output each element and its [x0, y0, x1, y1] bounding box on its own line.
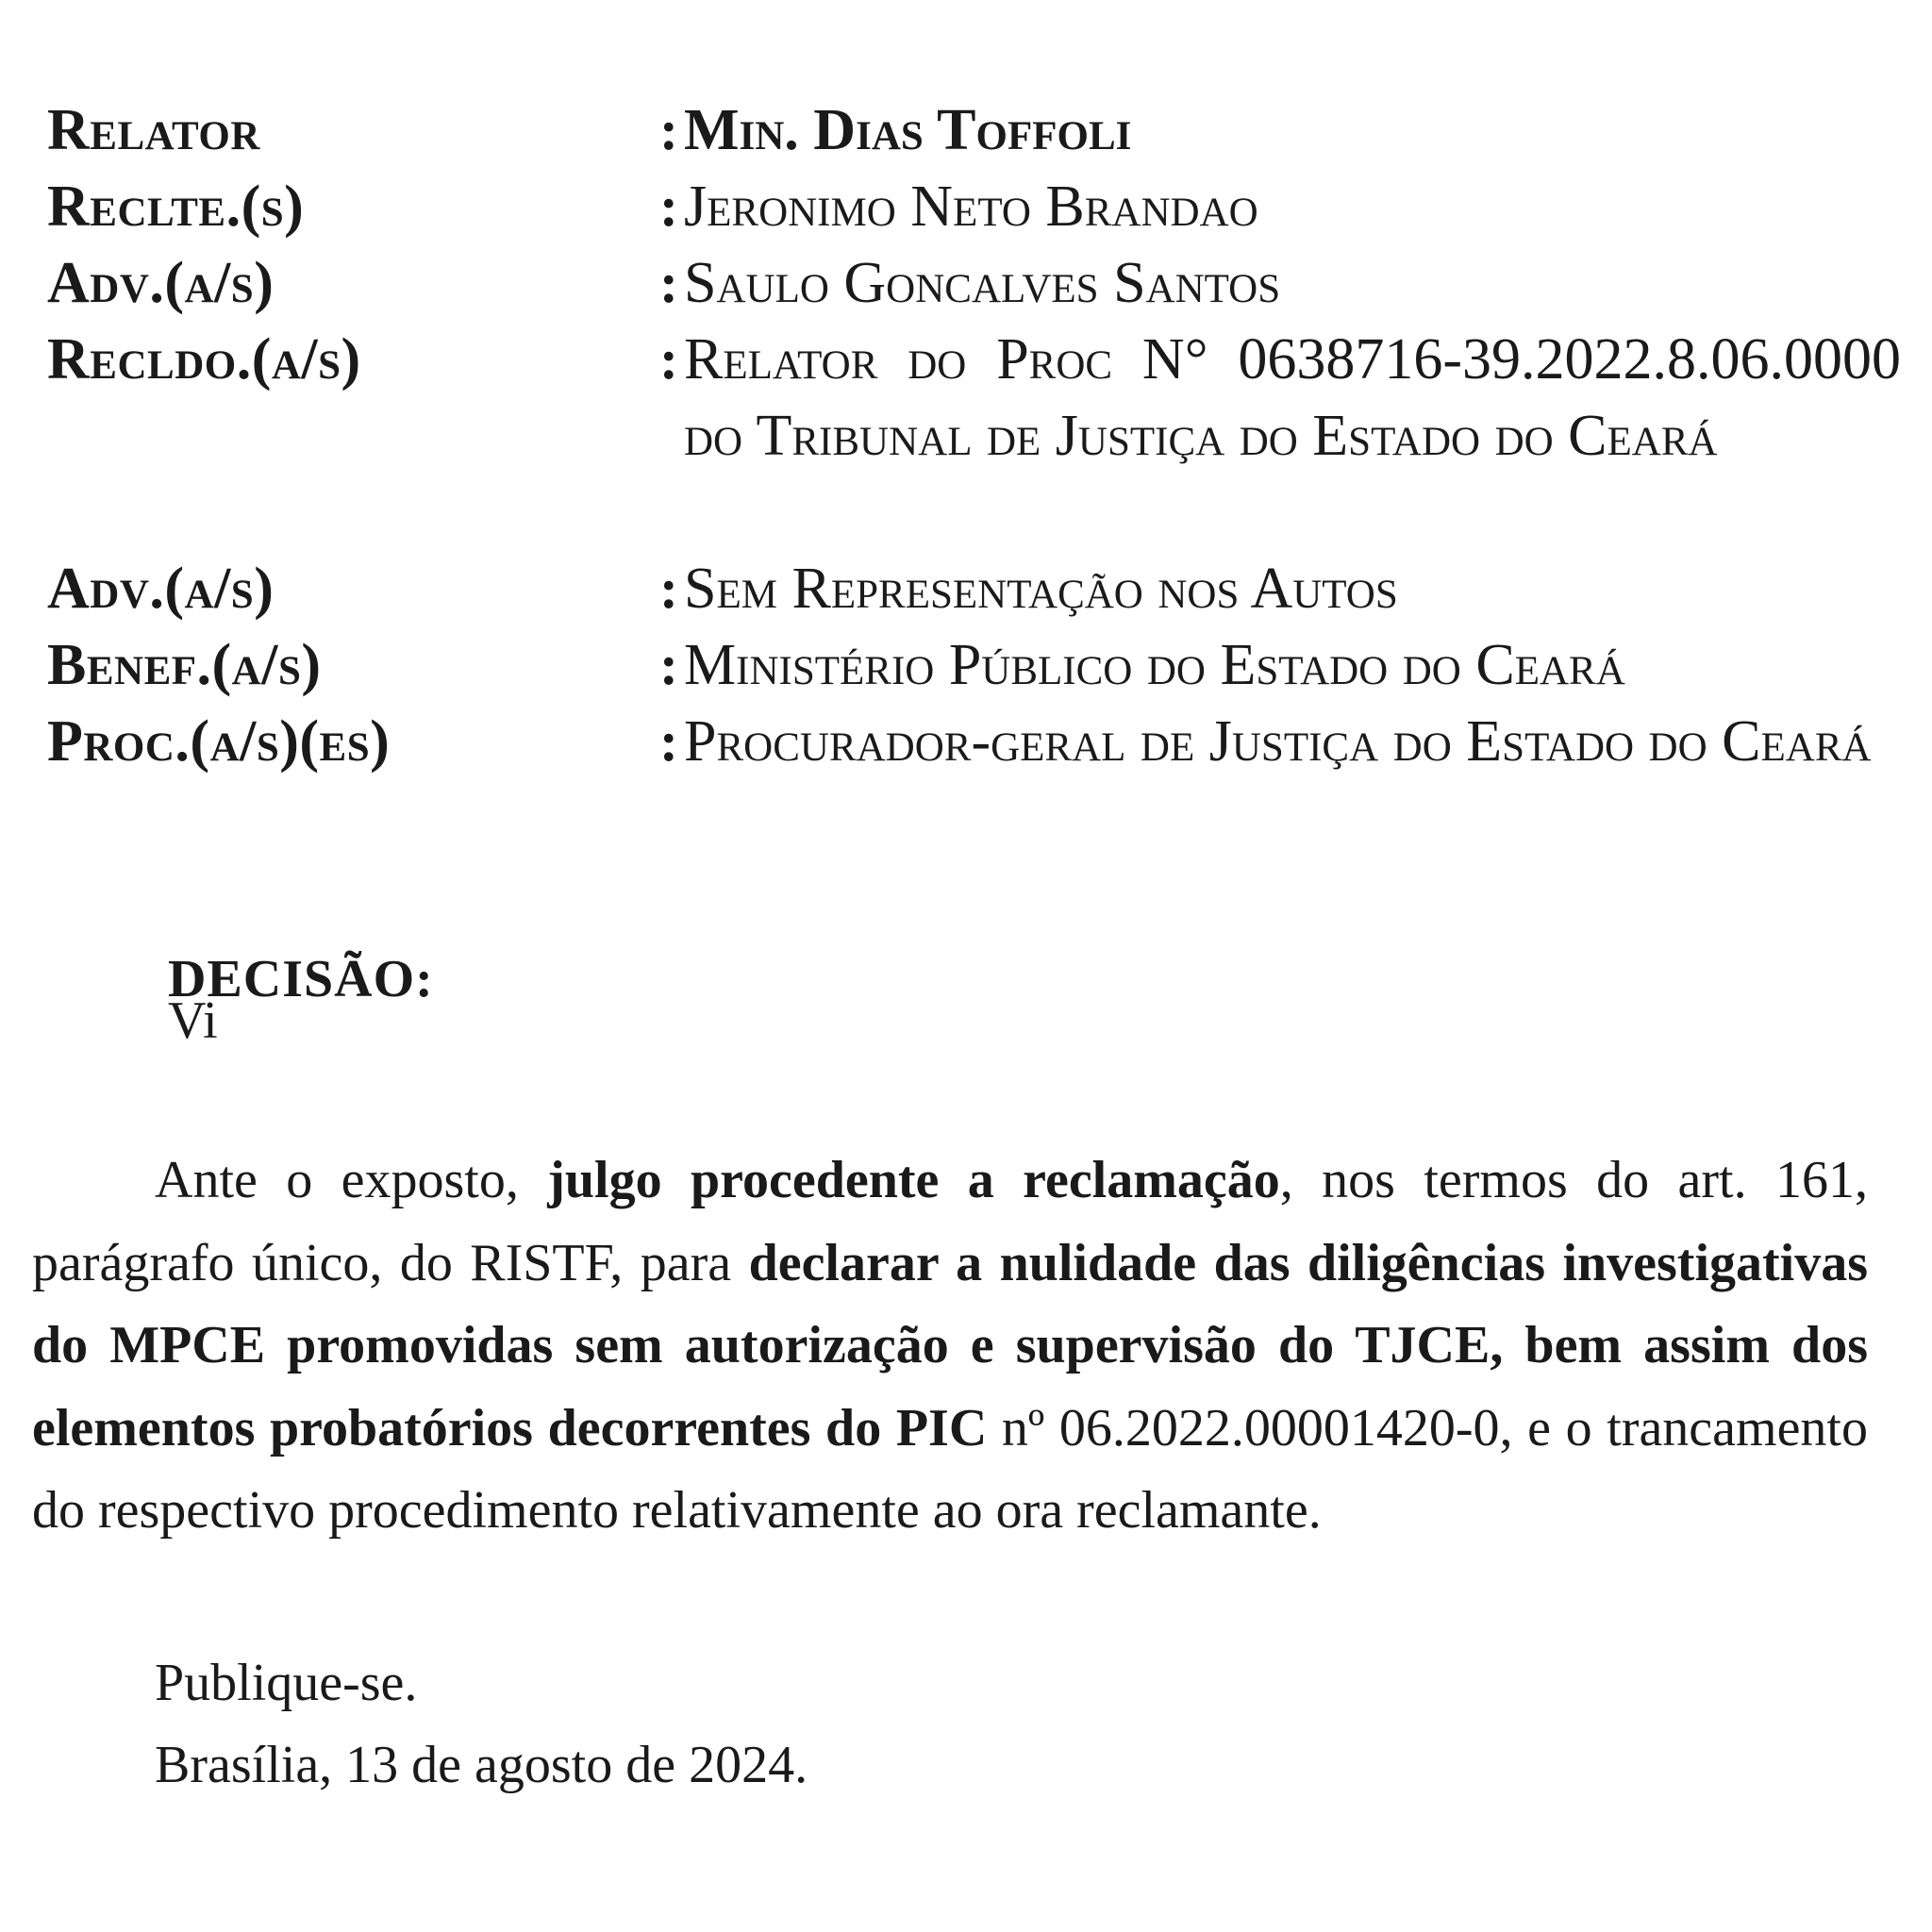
header-label: Relator: [47, 98, 260, 162]
header-row-beneficiario: [47, 627, 1901, 704]
header-row-procurador: [47, 704, 1901, 857]
header-row-advogado-reclamado: [47, 551, 1901, 627]
header-label: Benef.(a/s): [47, 633, 322, 697]
header-value: Relator do Proc N° 0638716-39.2022.8.06.0000 do Tribunal de Justiça do Estado do Ceará: [684, 327, 1901, 468]
paragraph-text: nº 06.2022.00001420-0, e o trancamento do respectivo procedimento relativamente ao ora reclamante.: [32, 1398, 1868, 1540]
header-separator: :: [659, 252, 678, 314]
header-separator: :: [659, 558, 678, 620]
header-separator: :: [659, 99, 678, 161]
header-value: Jeronimo Neto Brandao: [684, 175, 1258, 239]
header-row-reclamante: [47, 169, 1901, 245]
header-separator: :: [659, 328, 678, 391]
header-separator: :: [659, 634, 678, 696]
header-label: Adv.(a/s): [47, 251, 275, 315]
date-line: Brasília, 13 de agosto de 2024.: [155, 1736, 808, 1794]
cut-off-text: Vi: [168, 991, 218, 1050]
header-separator: :: [659, 175, 678, 238]
paragraph-text: Ante o exposto,: [155, 1151, 548, 1209]
paragraph-bold-text: julgo procedente a reclamação: [547, 1151, 1280, 1209]
publish-line: Publique-se.: [155, 1654, 418, 1712]
header-value: Sem Representação nos Autos: [684, 557, 1398, 621]
header-label: Proc.(a/s)(es): [47, 709, 391, 774]
paragraph-bold-text: declarar a nulidade das diligências investigativas do MPCE promovidas sem autorização e supervisão do TJCE, bem assim dos elementos probatórios decorrentes do PIC: [32, 1233, 1869, 1457]
header-row-reclamado: [47, 322, 1901, 551]
case-header-table: [47, 92, 1901, 857]
decision-heading: DECISÃO:: [168, 950, 434, 1008]
header-value: Saulo Goncalves Santos: [684, 251, 1281, 315]
header-separator: :: [659, 710, 678, 773]
paragraph-text: , nos termos do art. 161, parágrafo único, do RISTF, para: [32, 1151, 1868, 1292]
header-row-relator: [47, 92, 1901, 169]
header-value: Ministério Público do Estado do Ceará: [684, 633, 1625, 697]
header-label: Reclte.(s): [47, 175, 305, 239]
header-row-advogado: [47, 245, 1901, 322]
decision-paragraph: [32, 1140, 1868, 1553]
header-label: Adv.(a/s): [47, 557, 275, 621]
header-value: Min. Dias Toffoli: [684, 98, 1132, 162]
cut-off-text-fragment: [168, 991, 253, 1050]
header-value: Procurador-geral de Justiça do Estado do Ceará: [684, 709, 1872, 774]
header-label: Recldo.(a/s): [47, 327, 361, 391]
